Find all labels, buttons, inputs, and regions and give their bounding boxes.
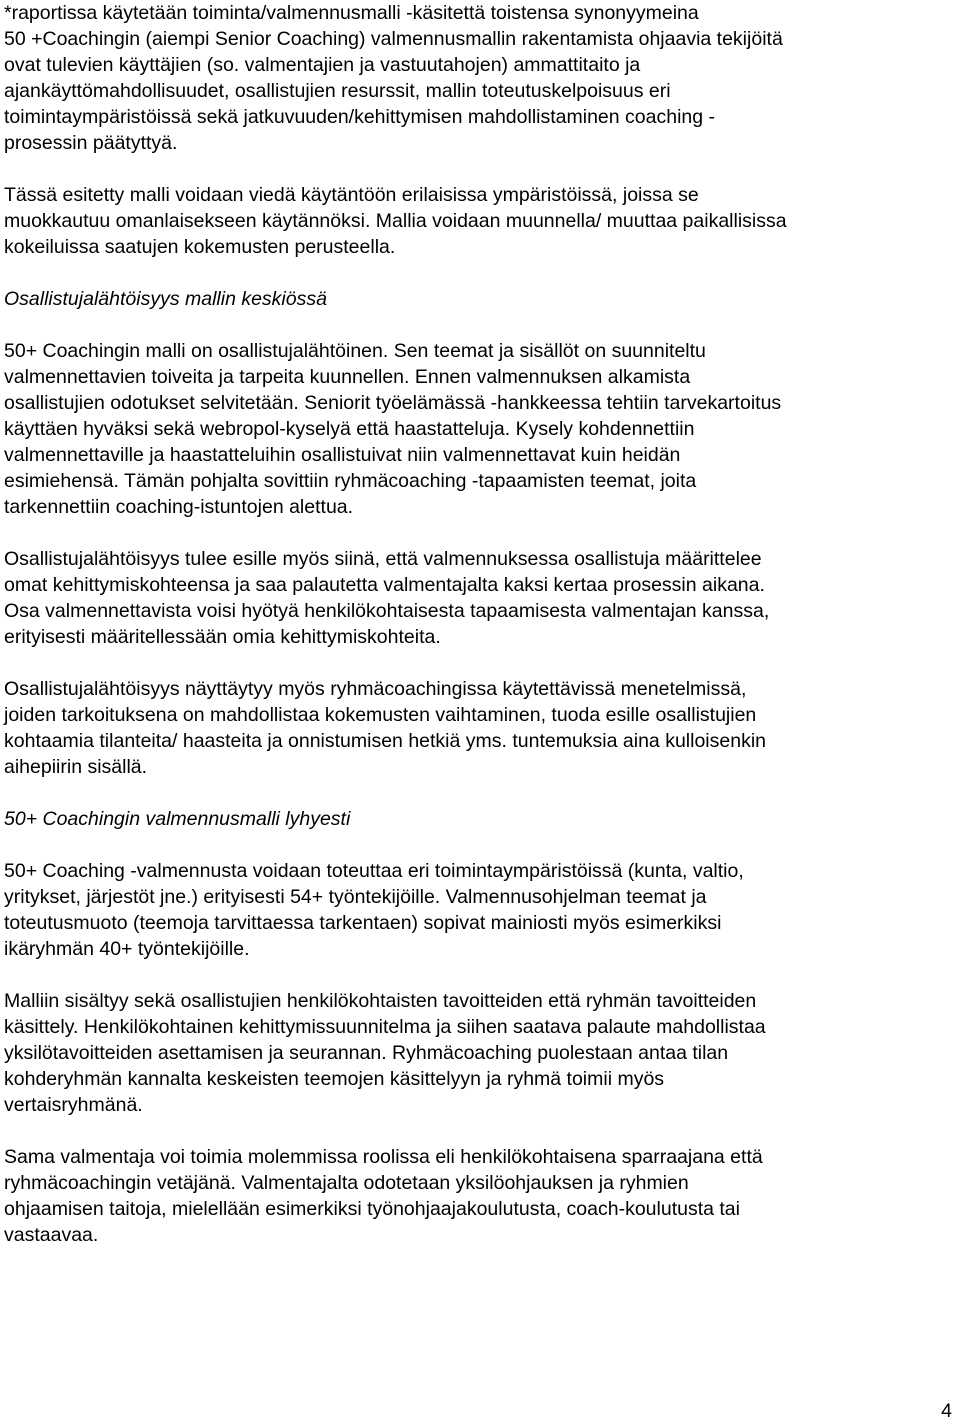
text-line: joiden tarkoituksena on mahdollistaa kokemusten vaihtaminen, tuoda esille osallistujien bbox=[4, 704, 757, 726]
summary-paragraph-2 bbox=[4, 988, 958, 1118]
paragraph-gap bbox=[4, 520, 958, 546]
text-line: Tässä esitetty malli voidaan viedä käytäntöön erilaisissa ympäristöissä, joissa se bbox=[4, 184, 699, 206]
text-line: 50+ Coaching -valmennusta voidaan toteuttaa eri toimintaympäristöissä (kunta, valtio, bbox=[4, 860, 744, 882]
heading-text: 50+ Coachingin valmennusmalli lyhyesti bbox=[4, 808, 351, 830]
summary-paragraph-3 bbox=[4, 1144, 958, 1248]
paragraph-gap bbox=[4, 650, 958, 676]
paragraph-gap bbox=[4, 780, 958, 806]
text-line: Osallistujalähtöisyys tulee esille myös siinä, että valmennuksessa osallistuja määrittelee bbox=[4, 548, 762, 570]
text-line: kohtaamia tilanteita/ haasteita ja onnistumisen hetkiä yms. tuntemuksia aina kulloisenkin bbox=[4, 730, 766, 752]
paragraph-gap bbox=[4, 832, 958, 858]
text-line: Osa valmennettavista voisi hyötyä henkilökohtaisesta tapaamisesta valmentajan kanssa, bbox=[4, 600, 770, 622]
paragraph-gap bbox=[4, 156, 958, 182]
text-line: valmennettavien toiveita ja tarpeita kuunnellen. Ennen valmennuksen alkamista bbox=[4, 366, 691, 388]
paragraph-gap bbox=[4, 260, 958, 286]
participant-paragraph-1 bbox=[4, 338, 958, 520]
text-line: ikäryhmän 40+ työntekijöille. bbox=[4, 938, 250, 960]
intro-paragraph bbox=[4, 0, 958, 156]
text-line: muokkautuu omanlaisekseen käytännöksi. Mallia voidaan muunnella/ muuttaa paikallisissa bbox=[4, 210, 787, 232]
text-line: 50 +Coachingin (aiempi Senior Coaching) valmennusmallin rakentamista ohjaavia tekijöitä bbox=[4, 28, 783, 50]
text-line: ohjaamisen taitoja, mielellään esimerkiksi työnohjaajakoulutusta, coach-koulutusta tai bbox=[4, 1198, 740, 1220]
text-line: erityisesti määritellessään omia kehittymiskohteita. bbox=[4, 626, 441, 648]
text-line: Sama valmentaja voi toimia molemmissa roolissa eli henkilökohtaisena sparraajana että bbox=[4, 1146, 763, 1168]
text-line: vertaisryhmänä. bbox=[4, 1094, 143, 1116]
text-line: toteutusmuoto (teemoja tarvittaessa tarkentaen) sopivat mainiosti myös esimerkiksi bbox=[4, 912, 722, 934]
text-line: käsittely. Henkilökohtainen kehittymissuunnitelma ja siihen saatava palaute mahdollistaa bbox=[4, 1016, 766, 1038]
text-line: kokeiluissa saatujen kokemusten perusteella. bbox=[4, 236, 396, 258]
text-line: toimintaympäristöissä sekä jatkuvuuden/kehittymisen mahdollistaminen coaching - bbox=[4, 106, 716, 128]
text-line: prosessin päätyttyä. bbox=[4, 132, 178, 154]
text-line: käyttäen hyväksi sekä webropol-kyselyä että haastatteluja. Kysely kohdennettiin bbox=[4, 418, 695, 440]
text-line: omat kehittymiskohteensa ja saa palautetta valmentajalta kaksi kertaa prosessin aikana. bbox=[4, 574, 765, 596]
text-line: 50+ Coachingin malli on osallistujalähtöinen. Sen teemat ja sisällöt on suunniteltu bbox=[4, 340, 706, 362]
paragraph-gap bbox=[4, 962, 958, 988]
text-line: *raportissa käytetään toiminta/valmennusmalli -käsitettä toistensa synonyymeina bbox=[4, 2, 699, 24]
text-line: aihepiirin sisällä. bbox=[4, 756, 148, 778]
paragraph-gap bbox=[4, 1118, 958, 1144]
text-line: osallistujien odotukset selvitetään. Seniorit työelämässä -hankkeessa tehtiin tarvekartoitus bbox=[4, 392, 782, 414]
page-number: 4 bbox=[941, 1400, 952, 1422]
text-line: vastaavaa. bbox=[4, 1224, 99, 1246]
section-heading-participant bbox=[4, 286, 958, 312]
text-line: yksilötavoitteiden asettamisen ja seurannan. Ryhmäcoaching puolestaan antaa tilan bbox=[4, 1042, 729, 1064]
text-line: ryhmäcoachingin vetäjänä. Valmentajalta odotetaan yksilöohjauksen ja ryhmien bbox=[4, 1172, 689, 1194]
text-line: valmennettaville ja haastatteluihin osallistuivat niin valmennettavat kuin heidän bbox=[4, 444, 681, 466]
participant-paragraph-2 bbox=[4, 546, 958, 650]
participant-paragraph-3 bbox=[4, 676, 958, 780]
document-page bbox=[4, 0, 958, 1248]
paragraph-gap bbox=[4, 312, 958, 338]
applicability-paragraph bbox=[4, 182, 958, 260]
text-line: yritykset, järjestöt jne.) erityisesti 54+ työntekijöille. Valmennusohjelman teemat ja bbox=[4, 886, 707, 908]
summary-paragraph-1 bbox=[4, 858, 958, 962]
text-line: ajankäyttömahdollisuudet, osallistujien resurssit, mallin toteutuskelpoisuus eri bbox=[4, 80, 671, 102]
text-line: esimiehensä. Tämän pohjalta sovittiin ryhmäcoaching -tapaamisten teemat, joita bbox=[4, 470, 697, 492]
heading-text: Osallistujalähtöisyys mallin keskiössä bbox=[4, 288, 327, 310]
text-line: tarkennettiin coaching-istuntojen alettua. bbox=[4, 496, 354, 518]
text-line: ovat tulevien käyttäjien (so. valmentajien ja vastuutahojen) ammattitaito ja bbox=[4, 54, 641, 76]
text-line: Osallistujalähtöisyys näyttäytyy myös ryhmäcoachingissa käytettävissä menetelmissä, bbox=[4, 678, 747, 700]
text-line: Malliin sisältyy sekä osallistujien henkilökohtaisten tavoitteiden että ryhmän tavoitteiden bbox=[4, 990, 757, 1012]
section-heading-summary bbox=[4, 806, 958, 832]
text-line: kohderyhmän kannalta keskeisten teemojen käsittelyyn ja ryhmä toimii myös bbox=[4, 1068, 665, 1090]
